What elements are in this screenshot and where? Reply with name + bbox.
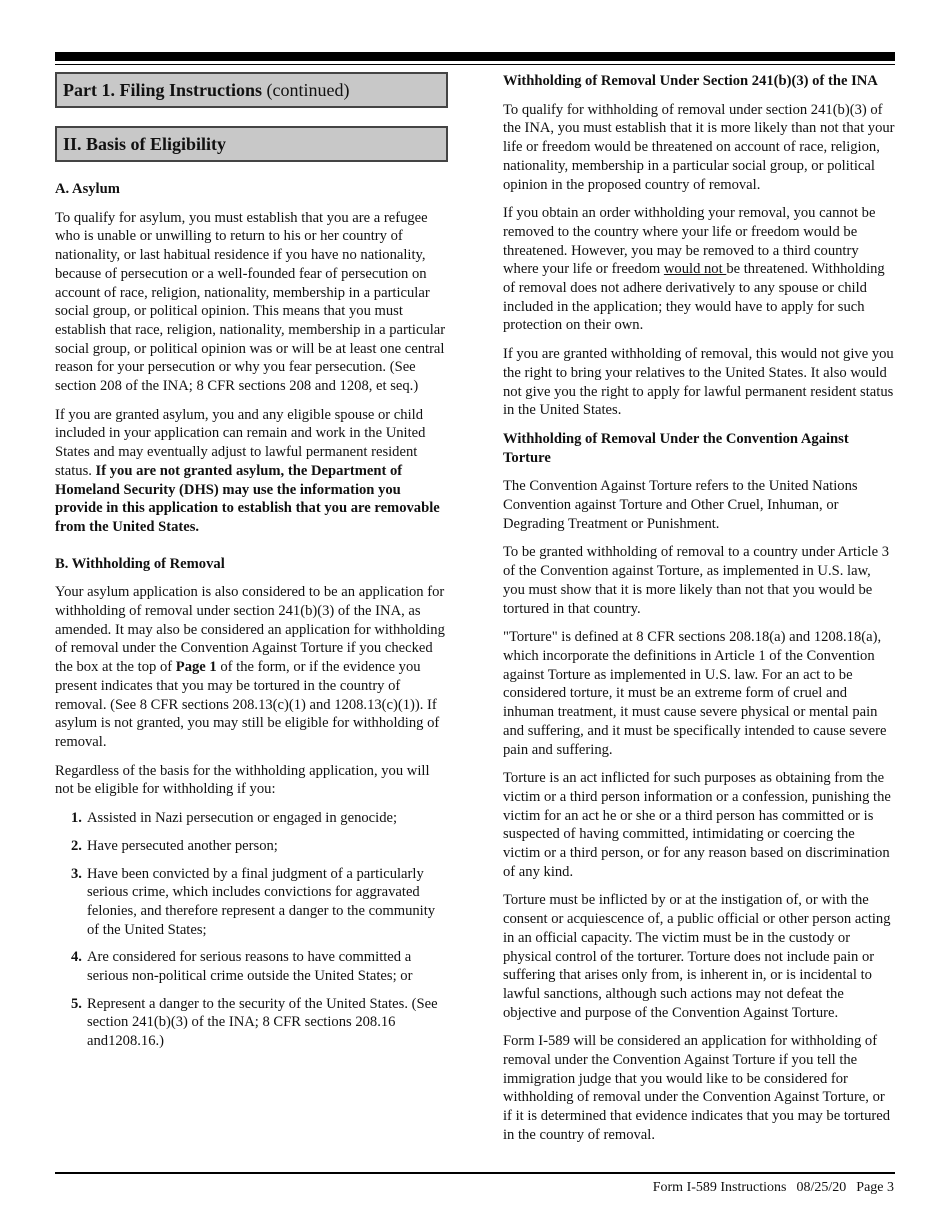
top-rule-thick: [55, 52, 895, 61]
page-footer: [643, 1180, 894, 1196]
cat-paragraph-2: To be granted withholding of removal to a country under Article 3 of the Convention against Torture, as implemented in U.S. law, you must show that it is more likely than not that you would be tortured in that country.: [503, 544, 890, 617]
part-title: Part 1. Filing Instructions: [63, 80, 263, 100]
footer-date: 08/25/20: [796, 1180, 847, 1195]
left-column: [55, 72, 448, 1060]
bars-list: [55, 809, 448, 1051]
right-column: [503, 72, 895, 1155]
section-241-paragraph-2: [503, 204, 895, 335]
section-241-paragraph-1: To qualify for withholding of removal under section 241(b)(3) of the INA, you must establish that it is more likely than not that your life or freedom would be threatened on account of race, religion, nationality, membership in a particular social group, or political opinion in the proposed country of removal.: [503, 101, 895, 193]
list-item: [55, 865, 448, 940]
cat-paragraph-1: The Convention Against Torture refers to the United Nations Convention against Torture and Other Cruel, Inhuman, or Degrading Treatment or Punishment.: [503, 478, 858, 532]
list-item: [55, 809, 448, 828]
withholding-paragraph-2: Regardless of the basis for the withholding application, you will not be eligible for withholding if you:: [55, 762, 430, 798]
footer-page-number: Page 3: [856, 1180, 894, 1195]
asylum-paragraph-1: To qualify for asylum, you must establish that you are a refugee who is unable or unwilling to return to his or her country of nationality, or last habitual residence if you have no nationality, because of persecution or a well-founded fear of persecution on account of race, religion, nationality, membership in a particular social group, or political opinion. This means that you must establish that race, religion, nationality, membership in a particular social group, or political opinion was or will be at least one central reason for your persecution or why you fear persecution. (See section 208 of the INA; 8 CFR sections 208 and 1208, et seq.): [55, 209, 446, 395]
section-241-p2-b: be threatened. Withholding of removal does not adhere derivatively to any spouse or child included in the application; they would have to apply for such protection on their own.: [503, 261, 885, 334]
withholding-p1-b: of the form, or if the evidence you present indicates that you may be tortured in the country of removal. (See 8 CFR sections 208.13(c)(1) and 1208.13(c)(1)). If asylum is not granted, you may still be eligible for withholding of removal.: [55, 659, 440, 750]
section-title-box: [55, 126, 448, 162]
withholding-p1-a: Your asylum application is also considered to be an application for withholding of removal under section 241(b)(3) of the INA, as amended. It may also be considered an application for withholding of removal under the Convention Against Torture if you checked the box at the top of: [55, 584, 445, 676]
list-item: [55, 948, 448, 985]
list-item-text: Have been convicted by a final judgment of a particularly serious crime, which includes convictions for aggravated felonies, and therefore represent a danger to the community of the United States;: [87, 865, 436, 938]
cat-heading: Withholding of Removal Under the Convention Against Torture: [503, 430, 849, 466]
withholding-paragraph-1: [55, 583, 448, 751]
cat-paragraph-5: Torture must be inflicted by or at the instigation of, or with the consent or acquiescence of, a public official or other person acting in an official capacity. The victim must be in the custody or physical control of the torturer. Torture does not include pain or suffering that arises only from, is inherent in, or is incidental to lawful sanctions, although such actions may not defeat the objective and purpose of the Convention Against Torture.: [503, 892, 891, 1021]
list-item-number: 1.: [71, 810, 82, 827]
list-item: [55, 995, 448, 1051]
withholding-p1-bold: Page 1: [175, 659, 217, 676]
section-241-p2-a: If you obtain an order withholding your removal, you cannot be removed to the country where your life or freedom would be threatened. However, you may be removed to a third country where your life or freedom: [503, 205, 876, 278]
cat-paragraph-3: "Torture" is defined at 8 CFR sections 208.18(a) and 1208.18(a), which incorporate the definitions in Article 1 of the Convention against Torture as implemented in U.S. law. For an act to be considered torture, it must be an extreme form of cruel and inhuman treatment, it must cause severe physical or mental pain and suffering, and it must be specifically intended to cause severe pain and suffering.: [503, 629, 887, 758]
section-241-heading: Withholding of Removal Under Section 241(b)(3) of the INA: [503, 73, 878, 89]
cat-paragraph-6: Form I-589 will be considered an application for withholding of removal under the Convention Against Torture if you tell the immigration judge that you would like to be considered for withholding of removal under the Convention Against Torture, or if it is determined that evidence indicates that you may be tortured in the country of removal.: [503, 1033, 891, 1143]
list-item-text: Represent a danger to the security of the United States. (See section 241(b)(3) of the INA; 8 CFR sections 208.16 and1208.16.): [87, 995, 438, 1050]
asylum-p2-bold: If you are not granted asylum, the Department of Homeland Security (DHS) may use the information you provide in this application to establish that you are removable from the United States.: [55, 462, 440, 535]
withholding-heading: B. Withholding of Removal: [55, 555, 225, 572]
list-item-number: 4.: [71, 949, 82, 966]
list-item-text: Assisted in Nazi persecution or engaged in genocide;: [87, 810, 398, 827]
cat-paragraph-4: Torture is an act inflicted for such purposes as obtaining from the victim or a third person information or a confession, punishing the victim for an act he or she or a third person has committed or is suspected of having committed, intimidating or coercing the victim or a third person, or for any reason based on discrimination of any kind.: [503, 770, 891, 880]
asylum-p2-text: If you are granted asylum, you and any eligible spouse or child included in your application can remain and work in the United States and may eventually adjust to lawful permanent resident status.: [55, 406, 426, 479]
list-item-text: Have persecuted another person;: [87, 837, 278, 854]
list-item-text: Are considered for serious reasons to have committed a serious non-political crime outside the United States; or: [87, 949, 413, 985]
footer-form-name: Form I-589 Instructions: [652, 1180, 787, 1195]
bottom-rule: [55, 1172, 895, 1174]
section-title: II. Basis of Eligibility: [63, 134, 227, 154]
list-item-number: 3.: [71, 865, 82, 882]
part-title-box: [55, 72, 448, 108]
part-title-suffix: (continued): [262, 80, 350, 100]
top-rule-thin: [55, 64, 895, 65]
asylum-heading: A. Asylum: [55, 181, 120, 197]
asylum-paragraph-2: [55, 406, 448, 537]
section-241-paragraph-3: If you are granted withholding of removal, this would not give you the right to bring your relatives to the United States. It also would not give you the right to apply for lawful permanent resident status in the United States.: [503, 346, 894, 419]
list-item-number: 2.: [71, 837, 82, 854]
section-241-p2-underlined: would not: [663, 261, 727, 278]
list-item: [55, 837, 448, 856]
list-item-number: 5.: [71, 995, 82, 1012]
